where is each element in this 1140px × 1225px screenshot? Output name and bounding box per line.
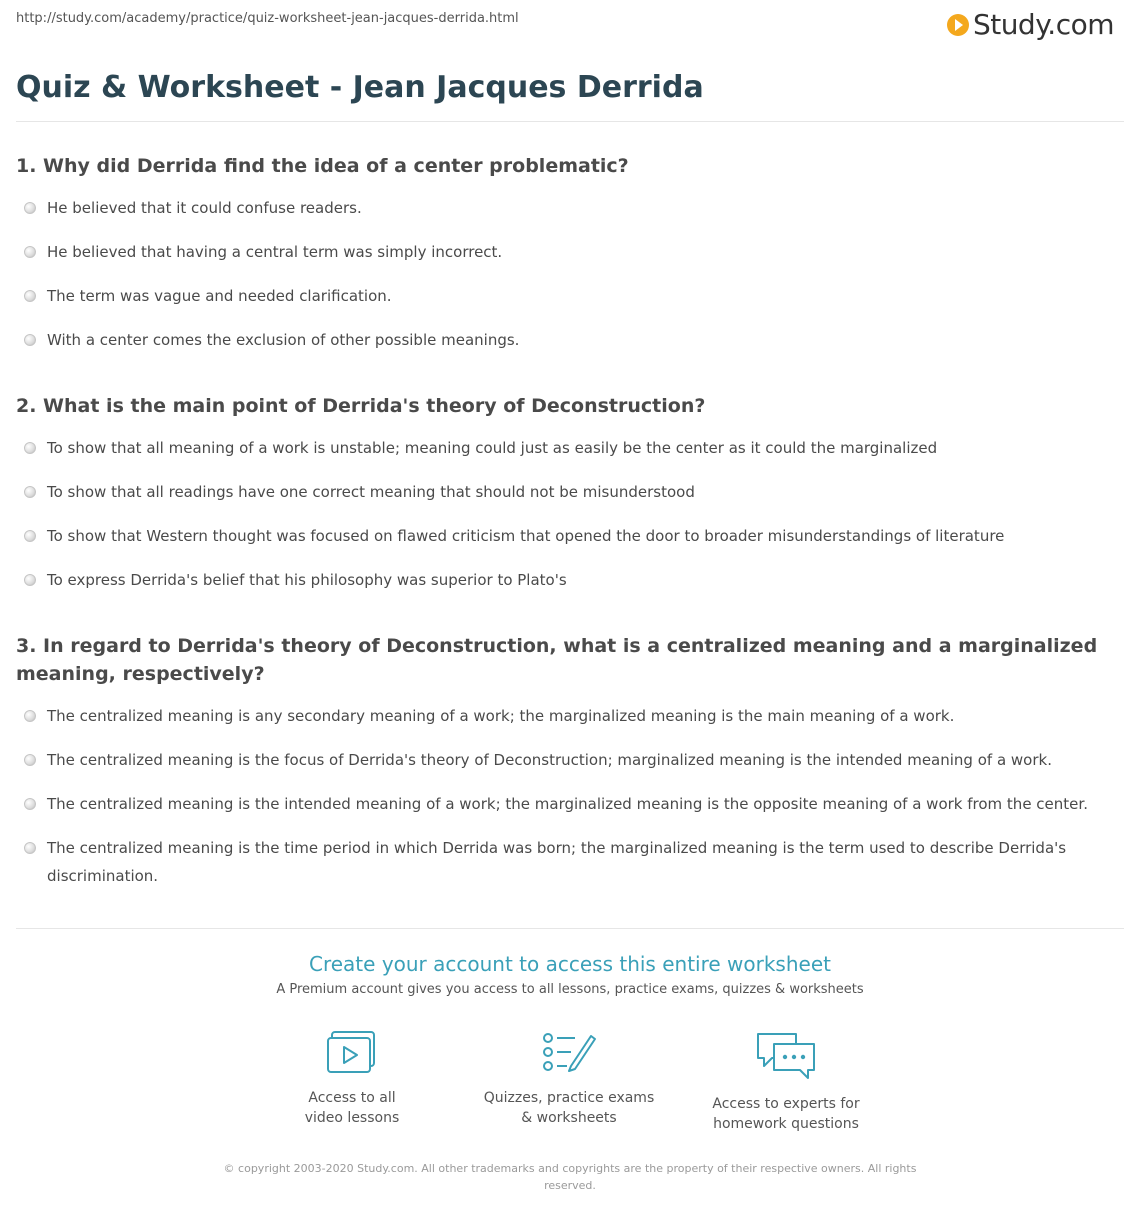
answer-option[interactable] (16, 790, 1100, 818)
radio-button[interactable] (24, 574, 36, 586)
study-logo[interactable] (947, 8, 1114, 41)
feature-line: Access to all (308, 1090, 396, 1106)
radio-button[interactable] (24, 710, 36, 722)
feature-line: homework questions (713, 1116, 859, 1132)
logo-text: Study.com (972, 8, 1114, 41)
quiz-checklist-icon (541, 1030, 597, 1076)
chat-bubbles-icon (754, 1030, 818, 1082)
promo-divider (16, 928, 1124, 929)
answer-option[interactable] (16, 702, 1100, 730)
answer-option[interactable] (16, 746, 1100, 774)
answer-option[interactable] (16, 478, 1100, 506)
answer-option[interactable] (16, 566, 1100, 594)
radio-button[interactable] (24, 530, 36, 542)
question-1 (16, 152, 1100, 354)
feature-line: & worksheets (521, 1110, 617, 1126)
feature-line: Quizzes, practice exams (483, 1090, 655, 1106)
answer-option[interactable] (16, 282, 1100, 310)
copyright-notice: © copyright 2003-2020 Study.com. All other trademarks and copyrights are the property of their respective owners. All rights reserved. (223, 1162, 917, 1192)
radio-button[interactable] (24, 334, 36, 346)
question-3 (16, 632, 1100, 890)
promo-title-link[interactable]: Create your account to access this entire worksheet (309, 952, 831, 976)
answer-option[interactable] (16, 434, 1100, 462)
answer-option[interactable] (16, 834, 1100, 890)
option-label: The centralized meaning is the intended meaning of a work; the marginalized meaning is the opposite meaning of a work from the center. (47, 795, 1088, 813)
option-label: To show that all meaning of a work is unstable; meaning could just as easily be the center as it could the marginalized (47, 439, 938, 457)
option-label: He believed that it could confuse readers. (47, 199, 362, 217)
question-title: 2. What is the main point of Derrida's theory of Deconstruction? (16, 395, 706, 417)
radio-button[interactable] (24, 486, 36, 498)
option-label: To show that all readings have one correct meaning that should not be misunderstood (47, 483, 695, 501)
feature-line: Access to experts for (712, 1096, 860, 1112)
premium-promo (0, 952, 1140, 997)
radio-button[interactable] (24, 754, 36, 766)
option-label: To show that Western thought was focused on flawed criticism that opened the door to broader misunderstandings of literature (47, 527, 1005, 545)
option-label: The term was vague and needed clarification. (47, 287, 392, 305)
feature-experts (686, 1030, 886, 1134)
answer-option[interactable] (16, 522, 1100, 550)
answer-option[interactable] (16, 326, 1100, 354)
option-label: The centralized meaning is the time period in which Derrida was born; the marginalized meaning is the term used to describe Derrida's discrimination. (47, 839, 1067, 885)
option-label: He believed that having a central term was simply incorrect. (47, 243, 503, 261)
option-label: To express Derrida's belief that his philosophy was superior to Plato's (47, 571, 567, 589)
radio-button[interactable] (24, 246, 36, 258)
radio-button[interactable] (24, 202, 36, 214)
question-title: 1. Why did Derrida find the idea of a center problematic? (16, 155, 629, 177)
feature-quizzes (469, 1030, 669, 1128)
title-divider (16, 121, 1124, 122)
answer-option[interactable] (16, 194, 1100, 222)
feature-line: video lessons (304, 1110, 400, 1126)
option-label: The centralized meaning is the focus of Derrida's theory of Deconstruction; marginalized meaning is the intended meaning of a work. (47, 751, 1052, 769)
page-title: Quiz & Worksheet - Jean Jacques Derrida (16, 70, 704, 105)
option-label: With a center comes the exclusion of other possible meanings. (47, 331, 520, 349)
promo-subtitle: A Premium account gives you access to all lessons, practice exams, quizzes & worksheets (276, 982, 864, 997)
answer-option[interactable] (16, 238, 1100, 266)
video-lessons-icon (326, 1030, 378, 1076)
play-logo-icon (947, 14, 969, 36)
radio-button[interactable] (24, 798, 36, 810)
question-2 (16, 392, 1100, 594)
option-label: The centralized meaning is any secondary meaning of a work; the marginalized meaning is the main meaning of a work. (47, 707, 955, 725)
radio-button[interactable] (24, 442, 36, 454)
radio-button[interactable] (24, 290, 36, 302)
question-title: 3. In regard to Derrida's theory of Deconstruction, what is a centralized meaning and a marginalized meaning, respectively? (16, 635, 1098, 685)
page-url: http://study.com/academy/practice/quiz-worksheet-jean-jacques-derrida.html (16, 11, 519, 26)
feature-video-lessons (252, 1030, 452, 1128)
radio-button[interactable] (24, 842, 36, 854)
